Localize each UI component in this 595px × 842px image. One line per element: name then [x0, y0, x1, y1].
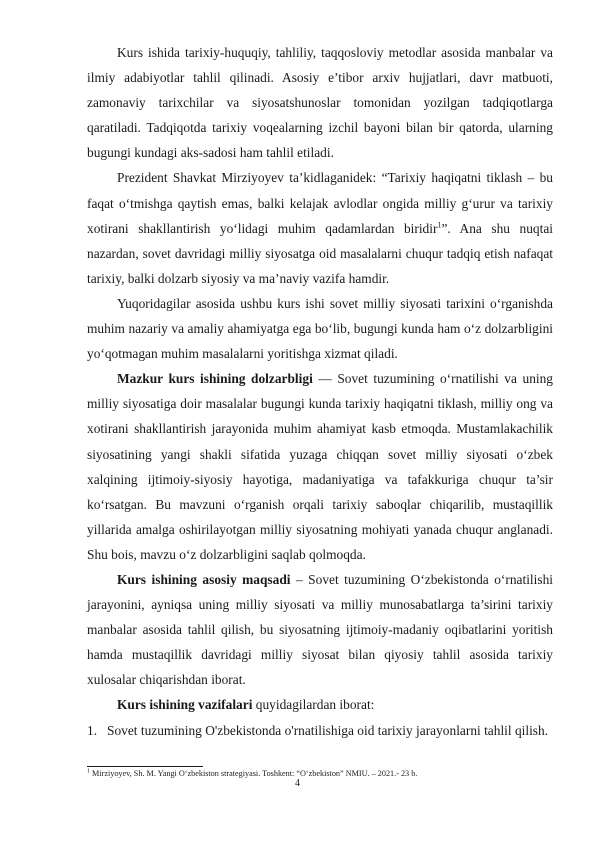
- list-item: [87, 718, 553, 743]
- paragraph-text: ”. Ana shu nuqtai nazardan, sovet davridagi milliy siyosatga oid masalalarni chuqur tadqiq etish nafaqat tarixiy, balki dolzarb siyosiy va ma’naviy vazifa hamdir.: [87, 220, 553, 286]
- paragraph-methods: [87, 40, 553, 165]
- paragraph-relevance: [87, 366, 553, 567]
- paragraph-text: quyidagilardan iborat:: [252, 697, 375, 713]
- paragraph-text: Kurs ishida tarixiy-huquqiy, tahliliy, taqqosloviy metodlar asosida manbalar va ilmiy adabiyotlar tahlil qilinadi. Asosiy e’tibor arxiv hujjatlari, davr matbuoti, zamonaviy tarixchilar va siyosatshunoslar tomonidan yozilgan tadqiqotlarga qaratiladi. Tadqiqotda tarixiy voqealarning izchil bayoni bilan bir qatorda, ularning bugungi kundagi aks-sadosi ham tahlil etiladi.: [87, 45, 553, 161]
- footnote-text: Mirziyoyev, Sh. M. Yangi O‘zbekiston strategiyasi. Toshkent: “O‘zbekiston” NMIU. – 2021.- 23 b.: [90, 769, 418, 778]
- paragraph-significance: [87, 291, 553, 366]
- tasks-list: [87, 718, 553, 743]
- paragraph-goal: [87, 567, 553, 692]
- paragraph-text: – Sovet tuzumining O‘zbekistonda o‘rnatilishi jarayonini, ayniqsa uning milliy siyosati va milliy munosabatlarga ta’sirini tarixiy manbalar asosida tahlil qilish, bu siyosatning ijtimoiy-madaniy oqibatlarini yoritish hamda mustaqillik davridagi milliy siyosat bilan qiyosiy tahlil asosida tarixiy xulosalar chiqarishdan iborat.: [87, 571, 553, 688]
- paragraph-heading: Mazkur kurs ishining dolzarbligi: [117, 371, 313, 387]
- page-body: [87, 40, 553, 743]
- paragraph-text: Prezident Shavkat Mirziyoyev ta’kidlaganidek: “Tarixiy haqiqatni tiklash – bu faqat o‘tmishga qaytish emas, balki kelajak avlodlar ongida milliy g‘urur va tarixiy xotirani shakllantirish yo‘lidagi muhim qadamlardan biridir: [87, 170, 553, 236]
- paragraph-president-quote: [87, 165, 553, 290]
- footnote-reference[interactable]: 1: [437, 220, 442, 230]
- list-item-number: 1.: [87, 722, 98, 738]
- paragraph-text: Yuqoridagilar asosida ushbu kurs ishi sovet milliy siyosati tarixini o‘rganishda muhim nazariy va amaliy ahamiyatga ega bo‘lib, bugungi kunda ham o‘z dolzarbligini yo‘qotmagan muhim masalalarni yoritishga xizmat qiladi.: [87, 295, 553, 362]
- paragraph-heading: Kurs ishining asosiy maqsadi: [117, 571, 291, 587]
- paragraph-heading: Kurs ishining vazifalari: [117, 697, 253, 713]
- footnote-separator: [87, 766, 203, 767]
- page-number: 4: [295, 778, 300, 789]
- paragraph-text: — Sovet tuzumining o‘rnatilishi va uning milliy siyosatiga doir masalalar bugungi kunda tarixiy haqiqatni tiklash, milliy ong va xotirani shakllantirish jarayonida muhim ahamiyat kasb etmoqda. Mustamlakachilik siyosatining yangi shakli sifatida yuzaga chiqqan sovet milliy siyosati o‘zbek xalqining ijtimoiy-siyosiy hayotiga, madaniyatiga va tafakkuriga chuqur ta’sir ko‘rsatgan. Bu mavzuni o‘rganish orqali tarixiy saboqlar chiqarilib, mustaqillik yillarida amalga oshirilayotgan milliy siyosatning mohiyati yanada chuqur anglanadi. Shu bois, mavzu o‘z dolzarbligini saqlab qolmoqda.: [87, 371, 553, 562]
- footnote-number: 1: [87, 768, 90, 775]
- list-item-text: Sovet tuzumining O'zbekistonda o'rnatilishiga oid tarixiy jarayonlarni tahlil qilish.: [107, 722, 549, 738]
- paragraph-tasks-intro: [87, 692, 553, 717]
